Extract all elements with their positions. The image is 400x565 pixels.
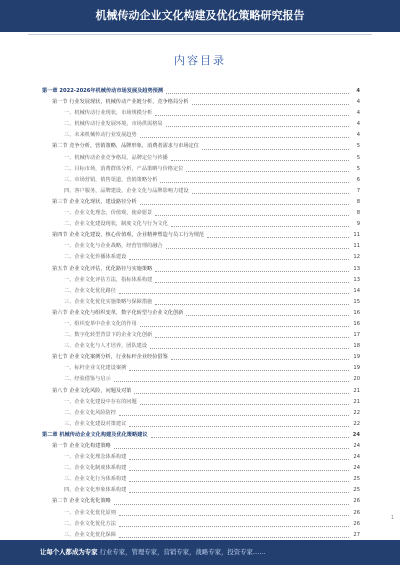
toc-page-number: 17 [353, 332, 360, 339]
toc-page-number: 5 [356, 143, 360, 150]
toc-subsection[interactable] [42, 297, 360, 308]
toc-leader-dots [114, 504, 349, 505]
toc-page-number: 24 [353, 454, 360, 461]
toc-leader-dots [171, 226, 349, 227]
toc-entry-text: 第二节 竞争分析，营销策略，品牌形象，消费者需求与市场定位 [52, 143, 199, 150]
toc-entry-text: 第二章 机械传动企业文化构建及优化策略建议 [42, 431, 148, 438]
toc-subsection[interactable] [42, 408, 360, 419]
toc-entry-text: 一、组织变革中企业文化的作用 [64, 320, 137, 327]
toc-page-number: 4 [356, 99, 360, 106]
toc-subsection[interactable] [42, 252, 360, 263]
toc-leader-dots [166, 248, 349, 249]
toc-page-number: 4 [356, 121, 360, 128]
toc-page-number: 25 [353, 487, 360, 494]
toc-leader-dots [129, 426, 349, 427]
toc-entry-text: 第二节 企业文化优化策略 [52, 498, 111, 505]
toc-section[interactable] [42, 197, 360, 208]
toc-heading: 内容目录 [174, 54, 226, 67]
footer-slogan: 行业专家，管理专家，营销专家，战略专家，投资专家…… [99, 548, 266, 556]
toc-entry-text: 二、企业文化风险防控 [64, 409, 116, 416]
toc-entry-text: 二、企业文化传播体系建设 [64, 254, 127, 261]
toc-section[interactable] [42, 308, 360, 319]
toc-entry-text: 二、经验借鉴与启示 [64, 376, 111, 383]
toc-page-number: 16 [353, 309, 360, 316]
toc-entry-text: 二、企业文化制度体系构建 [64, 465, 127, 472]
toc-entry-text: 第六节 企业文化与组织变革，数字化转型与企业文化创新 [52, 309, 184, 316]
toc-section[interactable] [42, 386, 360, 397]
toc-subsection[interactable] [42, 319, 360, 330]
toc-leader-dots [129, 259, 349, 260]
toc-leader-dots [171, 160, 349, 161]
toc-leader-dots [129, 492, 349, 493]
toc-page-number: 6 [356, 176, 360, 183]
toc-page-number: 21 [353, 387, 360, 394]
header-divider [28, 34, 372, 35]
toc-page-number: 9 [356, 221, 360, 228]
page-number: 1 [390, 515, 394, 521]
toc-page-number: 13 [353, 265, 360, 272]
toc-page-number: 22 [353, 420, 360, 427]
toc-subsection[interactable] [42, 275, 360, 286]
toc-subsection[interactable] [42, 286, 360, 297]
toc-page-number: 4 [356, 88, 360, 94]
toc-page-number: 21 [353, 398, 360, 405]
toc-leader-dots [140, 204, 349, 205]
toc-page-number: 26 [353, 509, 360, 516]
toc-subsection[interactable] [42, 397, 360, 408]
report-title: 机械传动企业文化构建及优化策略研究报告 [95, 9, 305, 22]
toc-leader-dots [186, 315, 349, 316]
toc-page-number: 24 [352, 431, 360, 438]
toc-entry-text: 第一节 企业文化构建策略 [52, 443, 111, 449]
toc-leader-dots [119, 537, 349, 538]
toc-leader-dots [207, 237, 349, 238]
toc-leader-dots [155, 337, 349, 338]
toc-leader-dots [192, 104, 349, 105]
toc-chapter[interactable] [42, 86, 360, 97]
toc-entry-text: 二、企业文化优化方法 [64, 520, 116, 527]
toc-leader-dots [151, 437, 349, 438]
toc-entry-text: 一、标杆企业文化建设案例 [64, 365, 127, 372]
toc-page-number: 5 [356, 154, 360, 161]
toc-leader-dots [114, 381, 349, 382]
toc-entry-text: 二、目标市场，消费群体分析，产品策略与价格定位 [64, 165, 184, 172]
toc-subsection[interactable] [42, 363, 360, 374]
toc-entry-text: 一、企业文化理念体系构建 [64, 454, 127, 461]
toc-entry-text: 二、数字化转型背景下的企业文化创新 [64, 332, 153, 339]
toc-leader-dots [186, 171, 349, 172]
toc-subsection[interactable] [42, 153, 360, 164]
toc-leader-dots [166, 126, 349, 127]
toc-page-number: 5 [356, 165, 360, 172]
toc-leader-dots [140, 137, 349, 138]
footer-brand: 让每个人都成为专家 [40, 548, 98, 556]
toc-leader-dots [140, 404, 349, 405]
toc-entry-text: 一、机械传动行业现状，市场规模分析 [64, 110, 153, 117]
toc-page-number: 25 [353, 476, 360, 483]
toc-subsection[interactable] [42, 108, 360, 119]
toc-leader-dots [155, 215, 349, 216]
toc-section[interactable] [42, 441, 360, 452]
toc-entry-text: 一、机械传动企业竞争格局，品牌定位与传播 [64, 154, 168, 161]
toc-section[interactable] [42, 141, 360, 152]
toc-page-number: 20 [353, 376, 360, 383]
toc-subsection[interactable] [42, 474, 360, 485]
toc-leader-dots [160, 182, 349, 183]
toc-leader-dots [129, 459, 349, 460]
toc-page-number: 18 [353, 343, 360, 350]
toc-entry-text: 四、客户服务，品牌建设，企业文化与品牌影响力建设 [64, 187, 189, 194]
toc-page-number: 26 [353, 498, 360, 505]
toc-page-number: 24 [353, 465, 360, 472]
toc-subsection[interactable] [42, 208, 360, 219]
toc-entry-text: 二、企业文化建设现状，制度文化与行为文化 [64, 221, 168, 228]
toc-leader-dots [129, 370, 349, 371]
toc-section[interactable] [42, 97, 360, 108]
table-of-contents [42, 86, 360, 541]
toc-page-number: 27 [353, 531, 360, 538]
toc-leader-dots [155, 282, 349, 283]
toc-subsection[interactable] [42, 119, 360, 130]
toc-page-number: 11 [353, 243, 360, 250]
toc-entry-text: 二、企业文化优化路径 [64, 287, 116, 294]
toc-entry-text: 三、未来机械传动行业发展趋势 [64, 132, 137, 139]
toc-subsection[interactable] [42, 485, 360, 496]
toc-subsection[interactable] [42, 175, 360, 186]
toc-page-number: 8 [356, 198, 360, 205]
toc-subsection[interactable] [42, 219, 360, 230]
toc-page-number: 24 [353, 443, 360, 449]
toc-page-number: 14 [353, 287, 360, 294]
toc-subsection[interactable] [42, 130, 360, 141]
toc-entry-text: 第八节 企业文化风险，问题及对策 [52, 387, 132, 394]
toc-page-number: 26 [353, 520, 360, 527]
toc-leader-dots [192, 193, 349, 194]
toc-entry-text: 一、企业文化优化原则 [64, 509, 116, 516]
toc-entry-text: 一、企业文化建设中存在的问题 [64, 398, 137, 405]
toc-page-number: 19 [353, 354, 360, 361]
toc-subsection[interactable] [42, 463, 360, 474]
toc-subsection[interactable] [42, 164, 360, 175]
toc-leader-dots [119, 526, 349, 527]
toc-leader-dots [202, 149, 349, 150]
toc-entry-text: 第四节 企业文化建设，核心价值观，企业精神塑造与员工行为规范 [52, 232, 205, 239]
toc-entry-text: 四、企业文化形象体系构建 [64, 487, 127, 494]
toc-leader-dots [150, 348, 349, 349]
toc-leader-dots [155, 115, 349, 116]
toc-page-number: 7 [356, 187, 360, 194]
toc-subsection[interactable] [42, 374, 360, 385]
toc-entry-text: 一、企业文化理念，价值观，使命愿景 [64, 210, 153, 217]
toc-entry-text: 第五节 企业文化评估，优化路径与实施策略 [52, 265, 153, 272]
footer-text [40, 540, 360, 565]
toc-subsection[interactable] [42, 241, 360, 252]
toc-entry-text: 三、企业文化优化实施策略与保障措施 [64, 298, 153, 305]
toc-entry-text: 二、机械传动行业发展环境，市场供需格局 [64, 121, 163, 128]
toc-page-number: 15 [353, 298, 360, 305]
toc-section[interactable] [42, 230, 360, 241]
toc-subsection[interactable] [42, 186, 360, 197]
toc-page-number: 12 [353, 254, 360, 261]
toc-page-number: 8 [356, 210, 360, 217]
toc-entry-text: 一、企业文化评估方法，指标体系构建 [64, 276, 153, 283]
toc-entry-text: 第一节 行业发展现状，机械传动产业链分析，竞争格局分析 [52, 99, 189, 106]
toc-page-number: 4 [356, 132, 360, 139]
toc-subsection[interactable] [42, 452, 360, 463]
toc-page-number: 16 [353, 320, 360, 327]
toc-leader-dots [166, 93, 349, 94]
toc-leader-dots [129, 470, 349, 471]
toc-entry-text: 一、企业文化与企业战略，经营管理的融合 [64, 243, 163, 250]
toc-entry-text: 第三节 企业文化现状，建设路径分析 [52, 198, 137, 205]
toc-entry-text: 第一章 2022-2026年机械传动市场发展及趋势预测 [42, 88, 164, 94]
toc-entry-text: 三、企业文化与人才培养，团队建设 [64, 343, 148, 350]
toc-section[interactable] [42, 352, 360, 363]
toc-entry-text: 三、市场营销，销售渠道，营销策略分析 [64, 176, 158, 183]
toc-leader-dots [129, 481, 349, 482]
toc-entry-text: 三、企业文化优化保障 [64, 531, 116, 538]
toc-leader-dots [119, 415, 349, 416]
toc-section[interactable] [42, 264, 360, 275]
toc-chapter[interactable] [42, 430, 360, 441]
toc-leader-dots [140, 326, 349, 327]
toc-section[interactable] [42, 496, 360, 507]
toc-leader-dots [155, 271, 349, 272]
toc-page-number: 19 [353, 365, 360, 372]
toc-page-number: 22 [353, 409, 360, 416]
toc-entry-text: 第七节 企业文化案例分析，行业标杆企业经验借鉴 [52, 354, 168, 361]
toc-leader-dots [134, 393, 349, 394]
toc-subsection[interactable] [42, 341, 360, 352]
toc-entry-text: 三、企业文化行为体系构建 [64, 476, 127, 483]
toc-entry-text: 三、企业文化建设对策建议 [64, 420, 127, 427]
toc-page-number: 11 [353, 232, 360, 239]
toc-leader-dots [114, 448, 349, 449]
toc-page-number: 13 [353, 276, 360, 283]
toc-subsection[interactable] [42, 330, 360, 341]
toc-leader-dots [171, 359, 349, 360]
toc-subsection[interactable] [42, 419, 360, 430]
toc-leader-dots [119, 293, 349, 294]
toc-page-number: 4 [356, 110, 360, 117]
toc-leader-dots [155, 304, 349, 305]
